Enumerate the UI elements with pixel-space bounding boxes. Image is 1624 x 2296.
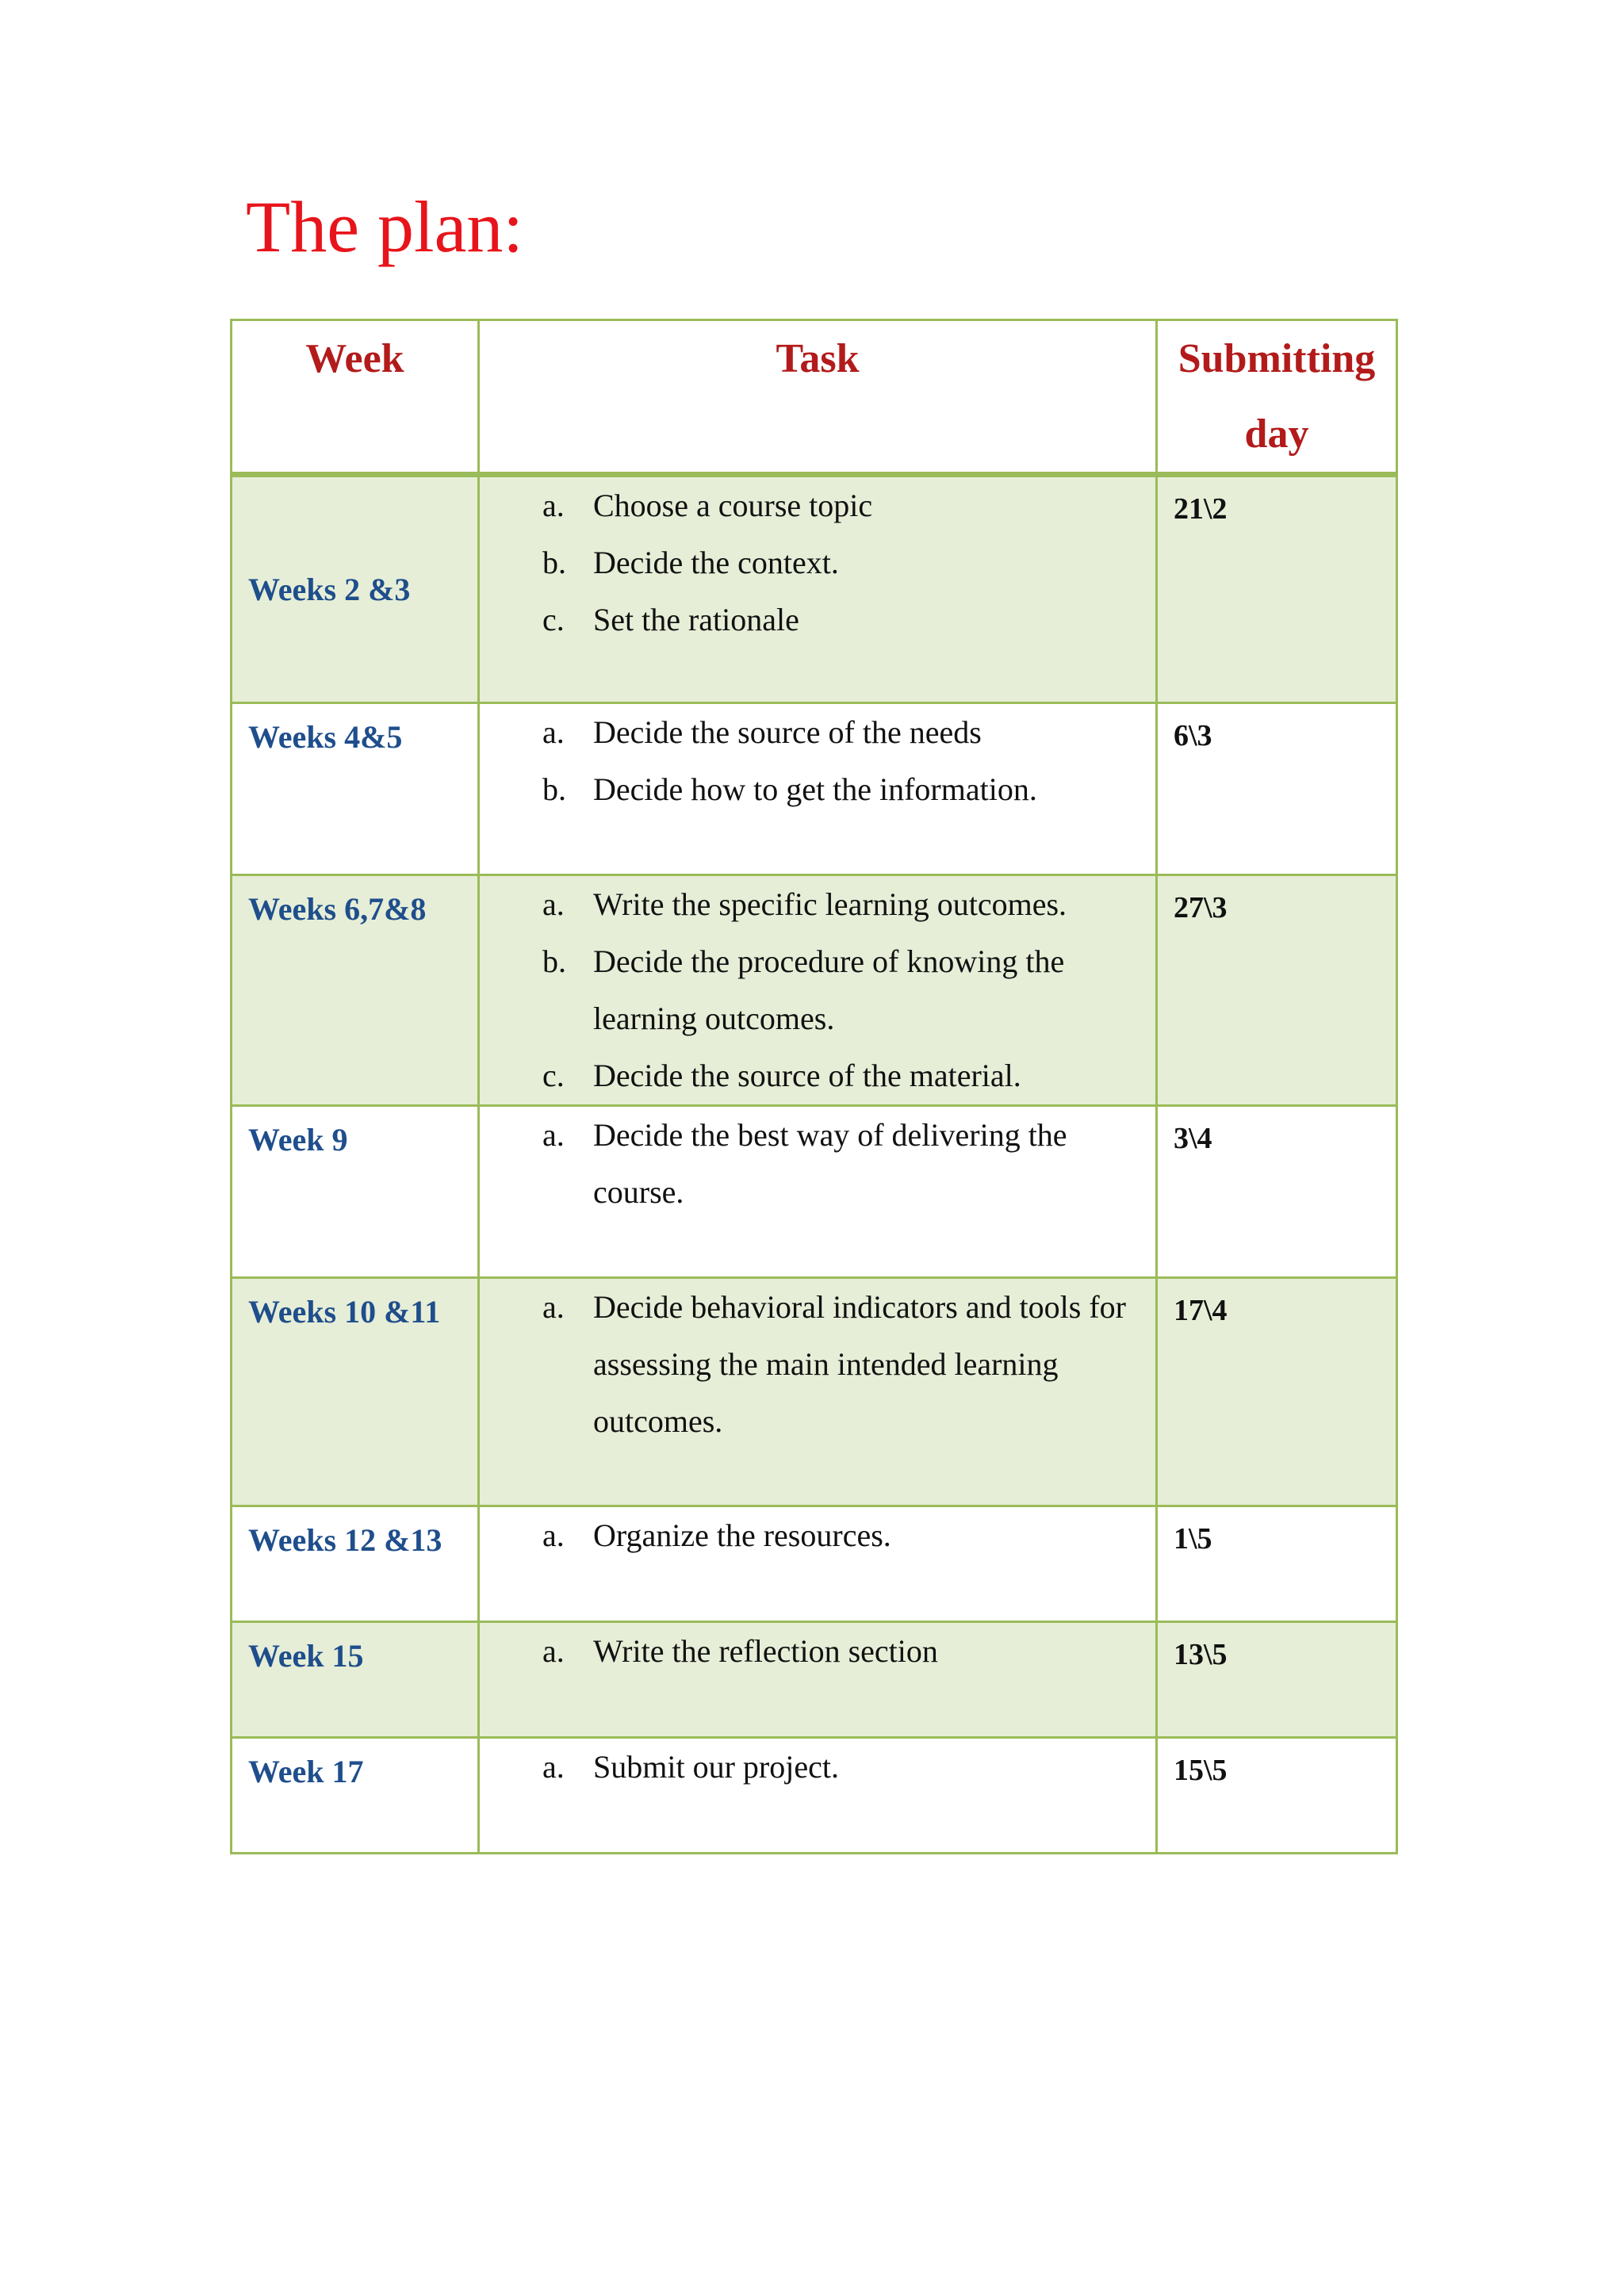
table-row: [232, 703, 1397, 875]
page-title: The plan:: [246, 186, 523, 267]
task-marker: b.: [542, 545, 566, 580]
week-cell: Week 15: [232, 1622, 479, 1738]
task-cell: [479, 703, 1157, 875]
table-row: [232, 1278, 1397, 1506]
task-cell: [479, 1738, 1157, 1854]
task-marker: a.: [542, 886, 565, 922]
task-item: [480, 933, 1155, 1047]
header-week: [232, 320, 479, 475]
header-row: [232, 320, 1397, 475]
week-cell: Weeks 6,7&8: [232, 875, 479, 1106]
date-cell: 3\4: [1157, 1106, 1397, 1278]
task-text: Write the reflection section: [593, 1633, 938, 1669]
task-marker: a.: [542, 714, 565, 750]
date-cell: 6\3: [1157, 703, 1397, 875]
week-cell: Weeks 12 &13: [232, 1506, 479, 1622]
table-row: [232, 1506, 1397, 1622]
header-task: [479, 320, 1157, 475]
task-item: [480, 761, 1155, 818]
task-marker: c.: [542, 1058, 565, 1093]
date-cell: 13\5: [1157, 1622, 1397, 1738]
task-marker: a.: [542, 1289, 565, 1325]
task-item: [480, 1507, 1155, 1564]
task-list: [480, 477, 1155, 649]
week-cell: Week 17: [232, 1738, 479, 1854]
table-row: [232, 475, 1397, 703]
week-cell: Weeks 10 &11: [232, 1278, 479, 1506]
task-text: Decide the source of the needs: [593, 714, 982, 750]
date-cell: 1\5: [1157, 1506, 1397, 1622]
task-text: Decide behavioral indicators and tools for assessing the main intended learning outcomes.: [593, 1289, 1126, 1439]
task-list: [480, 1507, 1155, 1564]
header-week-label: Week: [305, 336, 404, 381]
week-cell: Week 9: [232, 1106, 479, 1278]
date-cell: 27\3: [1157, 875, 1397, 1106]
plan-table: [230, 319, 1398, 1854]
task-cell: [479, 1106, 1157, 1278]
task-text: Organize the resources.: [593, 1517, 891, 1553]
task-item: [480, 1107, 1155, 1221]
date-cell: 17\4: [1157, 1278, 1397, 1506]
task-marker: c.: [542, 602, 565, 637]
task-marker: b.: [542, 943, 566, 979]
header-task-label: Task: [776, 336, 860, 381]
task-marker: a.: [542, 1117, 565, 1153]
task-item: [480, 1623, 1155, 1680]
task-text: Decide the procedure of knowing the learning outcomes.: [593, 943, 1065, 1036]
task-text: Submit our project.: [593, 1749, 839, 1785]
task-marker: a.: [542, 488, 565, 523]
task-cell: [479, 1622, 1157, 1738]
table-row: [232, 1738, 1397, 1854]
task-item: [480, 704, 1155, 761]
table-row: [232, 1106, 1397, 1278]
task-item: [480, 876, 1155, 933]
task-item: [480, 591, 1155, 649]
table-row: [232, 1622, 1397, 1738]
task-list: [480, 876, 1155, 1104]
header-submitting-day: [1157, 320, 1397, 475]
task-marker: a.: [542, 1633, 565, 1669]
task-text: Decide the best way of delivering the course.: [593, 1117, 1067, 1210]
task-marker: a.: [542, 1749, 565, 1785]
task-cell: [479, 475, 1157, 703]
table-row: [232, 875, 1397, 1106]
task-cell: [479, 1506, 1157, 1622]
header-submitting-label-line2: day: [1244, 411, 1309, 457]
task-item: [480, 534, 1155, 591]
task-item: [480, 1739, 1155, 1796]
task-list: [480, 1107, 1155, 1221]
task-cell: [479, 875, 1157, 1106]
date-cell: 15\5: [1157, 1738, 1397, 1854]
task-text: Write the specific learning outcomes.: [593, 886, 1067, 922]
task-marker: b.: [542, 771, 566, 807]
week-cell: Weeks 2 &3: [232, 475, 479, 703]
week-cell: Weeks 4&5: [232, 703, 479, 875]
task-list: [480, 1623, 1155, 1680]
task-item: [480, 1279, 1155, 1450]
task-item: [480, 1047, 1155, 1104]
task-text: Set the rationale: [593, 602, 799, 637]
task-text: Decide the source of the material.: [593, 1058, 1021, 1093]
task-marker: a.: [542, 1517, 565, 1553]
task-text: Decide how to get the information.: [593, 771, 1037, 807]
header-submitting-label-line1: Submitting: [1178, 336, 1376, 381]
task-text: Decide the context.: [593, 545, 839, 580]
date-cell: 21\2: [1157, 475, 1397, 703]
task-item: [480, 477, 1155, 534]
task-list: [480, 1739, 1155, 1796]
task-text: Choose a course topic: [593, 488, 873, 523]
task-list: [480, 704, 1155, 818]
task-list: [480, 1279, 1155, 1450]
task-cell: [479, 1278, 1157, 1506]
